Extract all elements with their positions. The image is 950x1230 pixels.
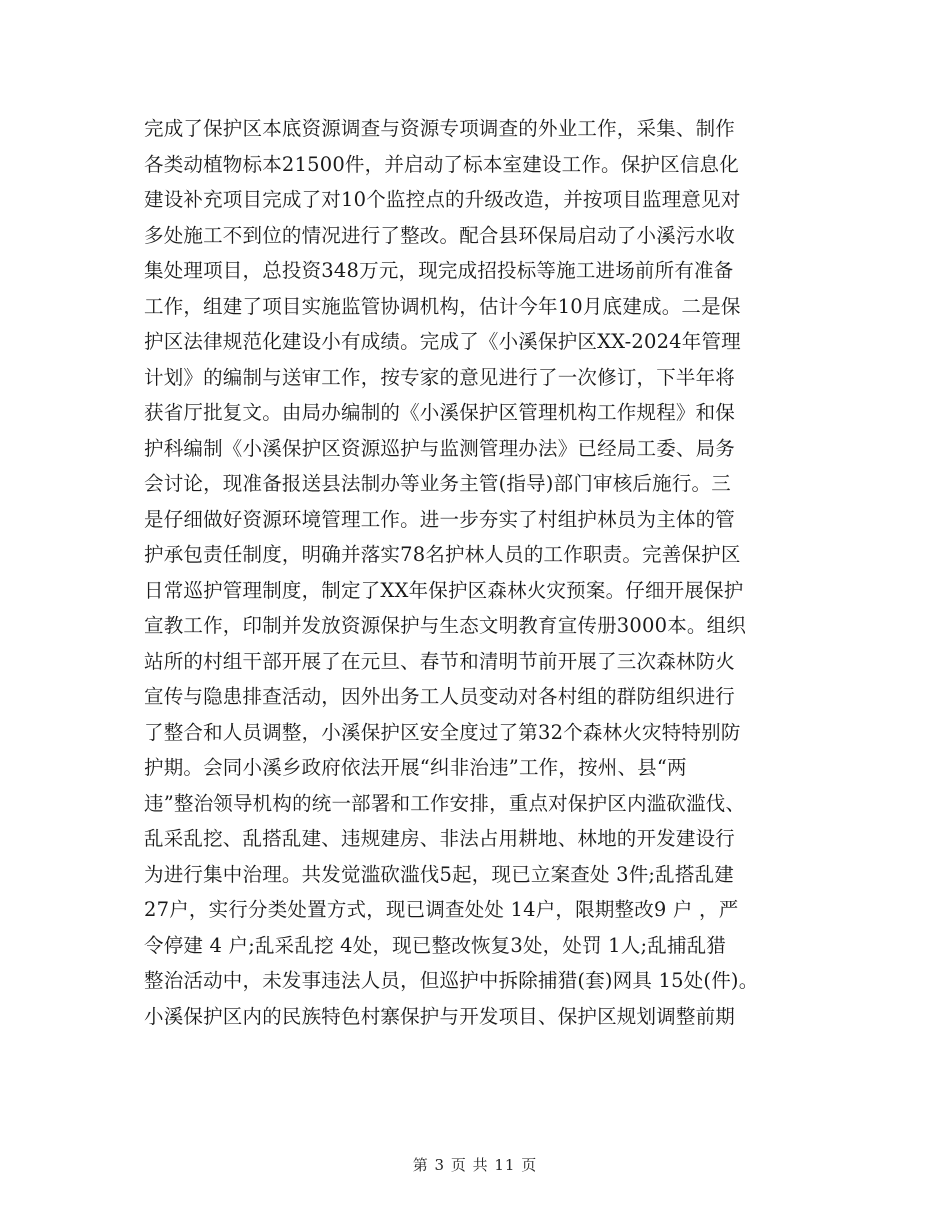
text-line: 是仔细做好资源环境管理工作。进一步夯实了村组护林员为主体的管	[144, 507, 736, 531]
text-line: 集处理项目，总投资348万元，现完成招投标等施工进场前所有准备	[144, 259, 734, 282]
text-line: 日常巡护管理制度，制定了XX年保护区森林火灾预案。仔细开展保护	[144, 578, 744, 602]
text-line: 令停建 4 户;乱采乱挖 4处，现已整改恢复3处，处罚 1人;乱捕乱猎	[144, 933, 727, 957]
text-line: 多处施工不到位的情况进行了整改。配合县环保局启动了小溪污水收	[144, 223, 736, 247]
text-line: 会讨论，现准备报送县法制办等业务主管(指导)部门审核后施行。三	[144, 472, 731, 495]
text-line: 各类动植物标本21500件，并启动了标本室建设工作。保护区信息化	[144, 152, 739, 176]
body-text	[144, 111, 834, 1034]
text-line: 宣教工作，印制并发放资源保护与生态文明教育宣传册3000本。组织	[144, 614, 747, 637]
text-line: 护区法律规范化建设小有成绩。完成了《小溪保护区XX-2024年管理	[144, 330, 741, 353]
text-line: 整治活动中，未发事违法人员，但巡护中拆除捕猎(套)网具 15处(件)。	[144, 969, 759, 992]
text-line: 建设补充项目完成了对10个监控点的升级改造，并按项目监理意见对	[144, 188, 741, 211]
text-line: 护科编制《小溪保护区资源巡护与监测管理办法》已经局工委、局务	[144, 436, 736, 460]
text-line: 完成了保护区本底资源调查与资源专项调查的外业工作，采集、制作	[144, 117, 736, 140]
text-line: 站所的村组干部开展了在元旦、春节和清明节前开展了三次森林防火	[144, 649, 736, 673]
text-line: 乱采乱挖、乱搭乱建、违规建房、非法占用耕地、林地的开发建设行	[144, 827, 736, 850]
text-line: 27户，实行分类处置方式，现已调查处处 14户，限期整改9 户 ，严	[144, 898, 739, 921]
text-line: 护承包责任制度，明确并落实78名护林人员的工作职责。完善保护区	[144, 543, 741, 566]
text-line: 计划》的编制与送审工作，按专家的意见进行了一次修订，下半年将	[144, 365, 736, 389]
text-line: 为进行集中治理。共发觉滥砍滥伐5起，现已立案查处 3件;乱搭乱建	[144, 862, 734, 886]
text-line: 工作，组建了项目实施监管协调机构，估计今年10月底建成。二是保	[144, 294, 741, 318]
text-line: 违”整治领导机构的统一部署和工作安排，重点对保护区内滥砍滥伐、	[144, 791, 746, 815]
text-line: 小溪保护区内的民族特色村寨保护与开发项目、保护区规划调整前期	[144, 1004, 736, 1028]
text-line: 获省厅批复文。由局办编制的《小溪保护区管理机构工作规程》和保	[144, 401, 736, 424]
text-line: 了整合和人员调整，小溪保护区安全度过了第32个森林火灾特特别防	[144, 720, 741, 744]
text-line: 护期。会同小溪乡政府依法开展“纠非治违”工作，按州、县“两	[144, 756, 687, 779]
page-number-footer: 第 3 页 共 11 页	[412, 1156, 538, 1174]
text-line: 宣传与隐患排查活动，因外出务工人员变动对各村组的群防组织进行	[144, 685, 736, 708]
